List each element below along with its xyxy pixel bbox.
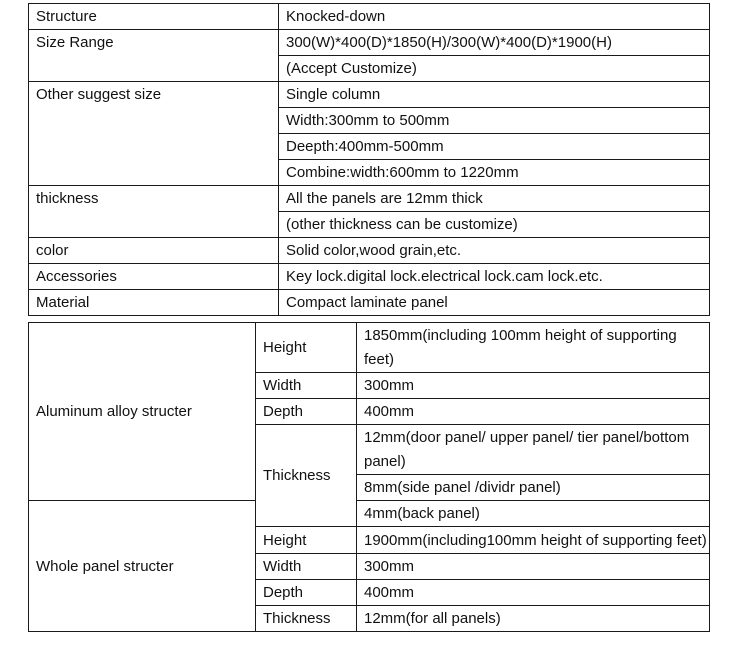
color-label: color <box>29 238 279 264</box>
whole-height-value: 1900mm(including100mm height of supporting feet) <box>357 527 710 554</box>
table-row <box>29 264 710 290</box>
aluminum-thickness-label: Thickness <box>256 425 357 527</box>
other-size-value: Single column <box>279 82 710 108</box>
table-row <box>29 30 710 56</box>
accessories-value: Key lock.digital lock.electrical lock.cam lock.etc. <box>279 264 710 290</box>
whole-width-label: Width <box>256 554 357 580</box>
table-row <box>29 238 710 264</box>
spec-table <box>28 3 710 316</box>
aluminum-structure-label: Aluminum alloy structer <box>29 323 256 501</box>
whole-panel-structure-label: Whole panel structer <box>29 501 256 632</box>
structure-value: Knocked-down <box>279 4 710 30</box>
thickness-note: (other thickness can be customize) <box>279 212 710 238</box>
aluminum-thickness-value: 12mm(door panel/ upper panel/ tier panel/bottom panel) <box>357 425 710 475</box>
other-size-value: Deepth:400mm-500mm <box>279 134 710 160</box>
whole-thickness-value: 12mm(for all panels) <box>357 606 710 632</box>
dimension-table <box>28 322 710 632</box>
whole-thickness-label: Thickness <box>256 606 357 632</box>
material-label: Material <box>29 290 279 316</box>
size-range-value: 300(W)*400(D)*1850(H)/300(W)*400(D)*1900(H) <box>279 30 710 56</box>
aluminum-height-value: 1850mm(including 100mm height of supporting feet) <box>357 323 710 373</box>
table-row <box>29 290 710 316</box>
size-range-note: (Accept Customize) <box>279 56 710 82</box>
aluminum-height-label: Height <box>256 323 357 373</box>
structure-label: Structure <box>29 4 279 30</box>
aluminum-depth-value: 400mm <box>357 399 710 425</box>
other-size-value: Combine:width:600mm to 1220mm <box>279 160 710 186</box>
whole-width-value: 300mm <box>357 554 710 580</box>
color-value: Solid color,wood grain,etc. <box>279 238 710 264</box>
other-size-value: Width:300mm to 500mm <box>279 108 710 134</box>
thickness-value: All the panels are 12mm thick <box>279 186 710 212</box>
whole-depth-label: Depth <box>256 580 357 606</box>
size-range-label: Size Range <box>29 30 279 82</box>
aluminum-thickness-value: 4mm(back panel) <box>357 501 710 527</box>
aluminum-width-label: Width <box>256 373 357 399</box>
other-size-label: Other suggest size <box>29 82 279 186</box>
aluminum-depth-label: Depth <box>256 399 357 425</box>
whole-height-label: Height <box>256 527 357 554</box>
aluminum-thickness-value: 8mm(side panel /dividr panel) <box>357 475 710 501</box>
whole-depth-value: 400mm <box>357 580 710 606</box>
aluminum-width-value: 300mm <box>357 373 710 399</box>
accessories-label: Accessories <box>29 264 279 290</box>
table-row <box>29 501 710 527</box>
table-row <box>29 186 710 212</box>
thickness-label: thickness <box>29 186 279 238</box>
material-value: Compact laminate panel <box>279 290 710 316</box>
table-row <box>29 4 710 30</box>
table-row <box>29 82 710 108</box>
